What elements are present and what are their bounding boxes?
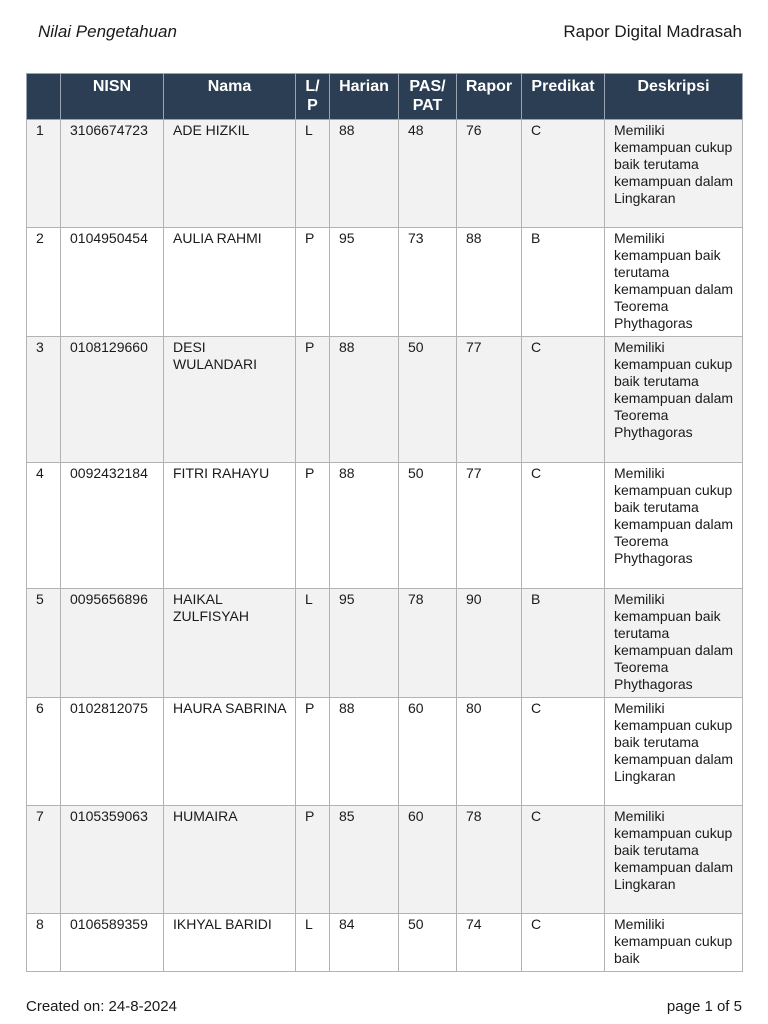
grades-table — [26, 73, 743, 972]
table-row — [27, 914, 743, 972]
cell-predikat: B — [522, 228, 605, 337]
cell-nama: AULIA RAHMI — [164, 228, 296, 337]
cell-deskripsi: Memiliki kemampuan baik terutama kemampuan dalam Teorema Phythagoras — [605, 228, 743, 337]
cell-rapor: 77 — [457, 463, 522, 589]
cell-nama: HUMAIRA — [164, 806, 296, 914]
cell-nama: FITRI RAHAYU — [164, 463, 296, 589]
cell-harian: 95 — [330, 589, 399, 698]
cell-harian: 95 — [330, 228, 399, 337]
col-header-nama: Nama — [164, 74, 296, 120]
cell-no: 2 — [27, 228, 61, 337]
cell-rapor: 88 — [457, 228, 522, 337]
cell-rapor: 77 — [457, 337, 522, 463]
cell-nama: IKHYAL BARIDI — [164, 914, 296, 972]
cell-harian: 85 — [330, 806, 399, 914]
cell-pas: 50 — [399, 463, 457, 589]
table-row — [27, 698, 743, 806]
cell-deskripsi: Memiliki kemampuan cukup baik terutama kemampuan dalam Lingkaran — [605, 698, 743, 806]
col-header-harian: Harian — [330, 74, 399, 120]
cell-rapor: 78 — [457, 806, 522, 914]
cell-deskripsi: Memiliki kemampuan cukup baik — [605, 914, 743, 972]
cell-nisn: 3106674723 — [61, 120, 164, 228]
col-header-predikat: Predikat — [522, 74, 605, 120]
cell-deskripsi: Memiliki kemampuan cukup baik terutama kemampuan dalam Teorema Phythagoras — [605, 463, 743, 589]
report-section-title: Nilai Pengetahuan — [38, 22, 177, 41]
cell-predikat: B — [522, 589, 605, 698]
table-row — [27, 589, 743, 698]
cell-no: 5 — [27, 589, 61, 698]
cell-predikat: C — [522, 698, 605, 806]
cell-nama: DESI WULANDARI — [164, 337, 296, 463]
page-footer — [26, 998, 742, 1018]
cell-rapor: 74 — [457, 914, 522, 972]
cell-predikat: C — [522, 914, 605, 972]
cell-no: 6 — [27, 698, 61, 806]
cell-harian: 88 — [330, 120, 399, 228]
cell-nama: HAIKAL ZULFISYAH — [164, 589, 296, 698]
created-date: Created on: 24-8-2024 — [26, 998, 177, 1015]
cell-pas: 73 — [399, 228, 457, 337]
page-header — [38, 22, 742, 46]
cell-no: 7 — [27, 806, 61, 914]
col-header-lp: L/ P — [296, 74, 330, 120]
cell-pas: 50 — [399, 337, 457, 463]
cell-nisn: 0105359063 — [61, 806, 164, 914]
cell-nisn: 0108129660 — [61, 337, 164, 463]
cell-deskripsi: Memiliki kemampuan cukup baik terutama kemampuan dalam Lingkaran — [605, 120, 743, 228]
cell-lp: P — [296, 698, 330, 806]
cell-deskripsi: Memiliki kemampuan baik terutama kemampuan dalam Teorema Phythagoras — [605, 589, 743, 698]
cell-predikat: C — [522, 463, 605, 589]
table-row — [27, 228, 743, 337]
table-row — [27, 806, 743, 914]
cell-nisn: 0106589359 — [61, 914, 164, 972]
col-header-rapor: Rapor — [457, 74, 522, 120]
cell-rapor: 80 — [457, 698, 522, 806]
cell-deskripsi: Memiliki kemampuan cukup baik terutama kemampuan dalam Lingkaran — [605, 806, 743, 914]
cell-nisn: 0102812075 — [61, 698, 164, 806]
table-row — [27, 337, 743, 463]
cell-rapor: 90 — [457, 589, 522, 698]
cell-harian: 88 — [330, 463, 399, 589]
cell-lp: P — [296, 806, 330, 914]
cell-harian: 84 — [330, 914, 399, 972]
cell-harian: 88 — [330, 337, 399, 463]
cell-lp: L — [296, 589, 330, 698]
cell-no: 1 — [27, 120, 61, 228]
cell-rapor: 76 — [457, 120, 522, 228]
cell-nisn: 0104950454 — [61, 228, 164, 337]
cell-nisn: 0095656896 — [61, 589, 164, 698]
cell-no: 4 — [27, 463, 61, 589]
col-header-deskripsi: Deskripsi — [605, 74, 743, 120]
cell-pas: 50 — [399, 914, 457, 972]
cell-pas: 60 — [399, 698, 457, 806]
cell-lp: P — [296, 228, 330, 337]
cell-harian: 88 — [330, 698, 399, 806]
cell-predikat: C — [522, 120, 605, 228]
col-header-pas: PAS/ PAT — [399, 74, 457, 120]
table-row — [27, 120, 743, 228]
cell-lp: P — [296, 337, 330, 463]
cell-nama: HAURA SABRINA — [164, 698, 296, 806]
cell-no: 3 — [27, 337, 61, 463]
report-app-title: Rapor Digital Madrasah — [563, 22, 742, 41]
col-header-no — [27, 74, 61, 120]
cell-lp: L — [296, 914, 330, 972]
cell-nisn: 0092432184 — [61, 463, 164, 589]
cell-nama: ADE HIZKIL — [164, 120, 296, 228]
col-header-nisn: NISN — [61, 74, 164, 120]
cell-pas: 78 — [399, 589, 457, 698]
cell-predikat: C — [522, 337, 605, 463]
cell-pas: 48 — [399, 120, 457, 228]
cell-predikat: C — [522, 806, 605, 914]
cell-no: 8 — [27, 914, 61, 972]
cell-deskripsi: Memiliki kemampuan cukup baik terutama kemampuan dalam Teorema Phythagoras — [605, 337, 743, 463]
cell-lp: P — [296, 463, 330, 589]
table-header-row — [27, 74, 743, 120]
cell-pas: 60 — [399, 806, 457, 914]
table-row — [27, 463, 743, 589]
page-indicator: page 1 of 5 — [666, 998, 742, 1015]
cell-lp: L — [296, 120, 330, 228]
